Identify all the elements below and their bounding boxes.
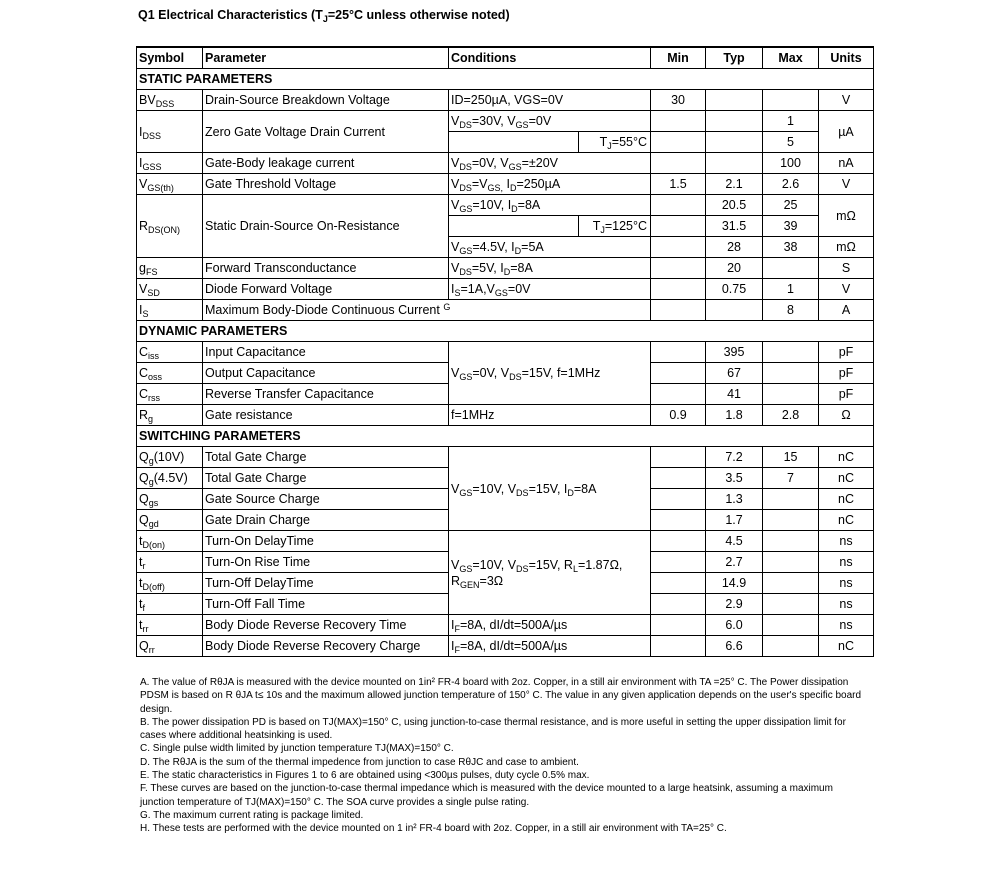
max-cell	[763, 489, 819, 510]
min-cell	[651, 342, 706, 363]
symbol-tdoff: $t_{D(off)}$	[137, 573, 203, 594]
parameter-cell: Maximum Body-Diode Continuous Current $^G$	[203, 300, 651, 321]
min-cell	[651, 258, 706, 279]
min-cell	[651, 468, 706, 489]
section-static: STATIC PARAMETERS	[137, 69, 874, 90]
note-b: B. The power dissipation PD is based on TJ(MAX)=150° C, using junction-to-case thermal resistance, and is more useful in setting the upper dissipation limit for cases where additional heatsinking is used.	[140, 716, 846, 742]
max-cell	[763, 636, 819, 657]
min-cell	[651, 363, 706, 384]
table-row	[137, 279, 874, 300]
symbol-is: $I_S$	[137, 300, 203, 321]
max-cell	[763, 510, 819, 531]
min-cell	[651, 195, 706, 216]
units-cell: nC	[819, 468, 874, 489]
conditions-cell: $I_F=8A$, dI/dt=500A/µs	[449, 636, 651, 657]
conditions-cell: $V_{GS}=0V$, $V_{DS}=15V$, f=1MHz	[449, 342, 651, 405]
conditions-cell: $V_{GS}=10V$, $V_{DS}=15V$, $I_D=8A$	[449, 447, 651, 531]
units-cell: V	[819, 279, 874, 300]
conditions-cell	[449, 216, 579, 237]
header-typ: Typ	[706, 47, 763, 69]
parameter-cell: Drain-Source Breakdown Voltage	[203, 90, 449, 111]
max-cell: 25	[763, 195, 819, 216]
units-cell: ns	[819, 615, 874, 636]
note-ref: G	[443, 302, 451, 312]
max-cell	[763, 531, 819, 552]
symbol-qgd: $Q_{gd}$	[137, 510, 203, 531]
conditions-cell: f=1MHz	[449, 405, 651, 426]
min-cell: 1.5	[651, 174, 706, 195]
units-cell: ns	[819, 531, 874, 552]
min-cell	[651, 489, 706, 510]
parameter-cell: Body Diode Reverse Recovery Time	[203, 615, 449, 636]
page-title: Q1 Electrical Characteristics ($T_J=25^\circ C$ unless otherwise noted)	[138, 8, 510, 24]
max-cell	[763, 573, 819, 594]
units-cell: pF	[819, 384, 874, 405]
min-cell	[651, 531, 706, 552]
units-cell: nC	[819, 447, 874, 468]
typ-cell: 2.9	[706, 594, 763, 615]
table-row	[137, 447, 874, 468]
max-cell	[763, 90, 819, 111]
symbol-coss: $C_{oss}$	[137, 363, 203, 384]
units-cell: pF	[819, 342, 874, 363]
parameter-cell: Gate Source Charge	[203, 489, 449, 510]
conditions-cell: $I_F=8A$, dI/dt=500A/µs	[449, 615, 651, 636]
typ-cell: 41	[706, 384, 763, 405]
min-cell	[651, 573, 706, 594]
min-cell	[651, 594, 706, 615]
typ-cell: 14.9	[706, 573, 763, 594]
units-cell: S	[819, 258, 874, 279]
units-cell: V	[819, 174, 874, 195]
typ-cell	[706, 111, 763, 132]
parameter-cell: Body Diode Reverse Recovery Charge	[203, 636, 449, 657]
units-cell: nC	[819, 489, 874, 510]
min-cell	[651, 111, 706, 132]
typ-cell: 20.5	[706, 195, 763, 216]
max-cell	[763, 342, 819, 363]
max-cell: 7	[763, 468, 819, 489]
symbol-bvdss: $BV_{DSS}$	[137, 90, 203, 111]
typ-cell: 395	[706, 342, 763, 363]
typ-cell	[706, 90, 763, 111]
parameter-cell: Static Drain-Source On-Resistance	[203, 195, 449, 258]
min-cell	[651, 132, 706, 153]
typ-cell: 20	[706, 258, 763, 279]
min-cell	[651, 216, 706, 237]
symbol-qrr: $Q_{rr}$	[137, 636, 203, 657]
typ-cell: 2.7	[706, 552, 763, 573]
max-cell	[763, 384, 819, 405]
conditions-cell: $V_{GS}=10V$, $V_{DS}=15V$, $R_L=1.87\Omega$, $R_{GEN}=3\Omega$	[449, 531, 651, 615]
note-c: C. Single pulse width limited by junction temperature TJ(MAX)=150° C.	[140, 743, 454, 755]
section-switching: SWITCHING PARAMETERS	[137, 426, 874, 447]
symbol-vsd: $V_{SD}$	[137, 279, 203, 300]
min-cell	[651, 615, 706, 636]
conditions-cell: $V_{GS}=4.5V$, $I_D=5A$	[449, 237, 651, 258]
parameter-cell: Output Capacitance	[203, 363, 449, 384]
min-cell	[651, 384, 706, 405]
parameter-cell: Gate resistance	[203, 405, 449, 426]
typ-cell: 31.5	[706, 216, 763, 237]
max-cell: 100	[763, 153, 819, 174]
max-cell: 5	[763, 132, 819, 153]
parameter-cell: Reverse Transfer Capacitance	[203, 384, 449, 405]
max-cell: 15	[763, 447, 819, 468]
conditions-cell: $V_{DS}=30V$, $V_{GS}=0V$	[449, 111, 651, 132]
parameter-cell: Total Gate Charge	[203, 447, 449, 468]
typ-cell: 1.3	[706, 489, 763, 510]
tj-condition: $T_J=55^\circ C$	[579, 132, 651, 153]
table-row	[137, 111, 874, 132]
typ-cell: 7.2	[706, 447, 763, 468]
parameter-cell: Input Capacitance	[203, 342, 449, 363]
units-cell: mΩ	[819, 195, 874, 237]
symbol-trr: $t_{rr}$	[137, 615, 203, 636]
conditions-cell	[449, 132, 579, 153]
table-row	[137, 90, 874, 111]
max-cell: 8	[763, 300, 819, 321]
table-row	[137, 636, 874, 657]
section-row	[137, 321, 874, 342]
typ-cell: 2.1	[706, 174, 763, 195]
symbol-idss: $I_{DSS}$	[137, 111, 203, 153]
symbol-vgsth: $V_{GS(th)}$	[137, 174, 203, 195]
max-cell: 38	[763, 237, 819, 258]
symbol-ciss: $C_{iss}$	[137, 342, 203, 363]
max-cell: 2.6	[763, 174, 819, 195]
min-cell	[651, 510, 706, 531]
header-conditions: Conditions	[449, 47, 651, 69]
section-row	[137, 426, 874, 447]
note-h: H. These tests are performed with the device mounted on 1 in² FR-4 board with 2oz. Copper, in a still air environment with TA=25° C.	[140, 823, 727, 835]
table-row	[137, 174, 874, 195]
units-cell: V	[819, 90, 874, 111]
max-cell	[763, 258, 819, 279]
units-cell: ns	[819, 552, 874, 573]
max-cell	[763, 552, 819, 573]
parameter-cell: Turn-On Rise Time	[203, 552, 449, 573]
note-d: D. The RθJA is the sum of the thermal impedence from junction to case RθJC and case to ambient.	[140, 756, 579, 768]
table-row	[137, 258, 874, 279]
parameter-cell: Forward Transconductance	[203, 258, 449, 279]
parameter-cell: Total Gate Charge	[203, 468, 449, 489]
parameter-cell: Gate-Body leakage current	[203, 153, 449, 174]
min-cell	[651, 552, 706, 573]
symbol-qg10: $Q_g(10V)$	[137, 447, 203, 468]
section-dynamic: DYNAMIC PARAMETERS	[137, 321, 874, 342]
table-row	[137, 405, 874, 426]
units-cell: ns	[819, 573, 874, 594]
table-row	[137, 195, 874, 216]
symbol-tr: $t_r$	[137, 552, 203, 573]
max-cell: 1	[763, 279, 819, 300]
units-cell: mΩ	[819, 237, 874, 258]
symbol-tf: $t_f$	[137, 594, 203, 615]
conditions-cell: $V_{DS}=5V$, $I_D=8A$	[449, 258, 651, 279]
table-header-row	[137, 47, 874, 69]
conditions-cell: $I_S=1A,V_{GS}=0V$	[449, 279, 651, 300]
table-row	[137, 342, 874, 363]
symbol-crss: $C_{rss}$	[137, 384, 203, 405]
conditions-cell: ID=250µA, VGS=0V	[449, 90, 651, 111]
table-row	[137, 531, 874, 552]
min-cell	[651, 279, 706, 300]
min-cell	[651, 237, 706, 258]
parameter-cell: Turn-Off DelayTime	[203, 573, 449, 594]
electrical-characteristics-table	[136, 46, 874, 657]
typ-cell	[706, 132, 763, 153]
symbol-tdon: $t_{D(on)}$	[137, 531, 203, 552]
parameter-cell: Turn-Off Fall Time	[203, 594, 449, 615]
typ-cell: 3.5	[706, 468, 763, 489]
units-cell: nC	[819, 510, 874, 531]
typ-cell: 4.5	[706, 531, 763, 552]
units-cell: ns	[819, 594, 874, 615]
typ-cell: 1.7	[706, 510, 763, 531]
parameter-cell: Gate Drain Charge	[203, 510, 449, 531]
min-cell	[651, 153, 706, 174]
symbol-qgs: $Q_{gs}$	[137, 489, 203, 510]
typ-cell	[706, 300, 763, 321]
min-cell	[651, 447, 706, 468]
section-row	[137, 69, 874, 90]
header-max: Max	[763, 47, 819, 69]
typ-cell: 1.8	[706, 405, 763, 426]
typ-cell	[706, 153, 763, 174]
tj-condition: $T_J=125^\circ C$	[579, 216, 651, 237]
min-cell: 0.9	[651, 405, 706, 426]
min-cell: 30	[651, 90, 706, 111]
footnotes	[140, 676, 870, 836]
parameter-cell: Diode Forward Voltage	[203, 279, 449, 300]
max-cell: 2.8	[763, 405, 819, 426]
note-f: F. These curves are based on the junction-to-case thermal impedance which is measured with the device mounted to a large heatsink, assuming a maximum junction temperature of TJ(MAX)=150° C. The SOA curve provides a single pulse rating.	[140, 783, 833, 808]
header-min: Min	[651, 47, 706, 69]
symbol-gfs: $g_{FS}$	[137, 258, 203, 279]
conditions-cell: $V_{GS}=10V$, $I_D=8A$	[449, 195, 651, 216]
symbol-igss: $I_{GSS}$	[137, 153, 203, 174]
max-cell: 39	[763, 216, 819, 237]
units-cell: A	[819, 300, 874, 321]
typ-cell: 0.75	[706, 279, 763, 300]
units-cell: nA	[819, 153, 874, 174]
units-cell: nC	[819, 636, 874, 657]
symbol-rg: $R_g$	[137, 405, 203, 426]
conditions-cell: $V_{DS}=0V$, $V_{GS}=\pm 20V$	[449, 153, 651, 174]
typ-cell: 67	[706, 363, 763, 384]
conditions-cell: $V_{DS}=V_{GS,}$ $I_D=250\mu A$	[449, 174, 651, 195]
note-e: E. The static characteristics in Figures 1 to 6 are obtained using <300µs pulses, duty cycle 0.5% max.	[140, 770, 590, 782]
units-cell: Ω	[819, 405, 874, 426]
symbol-rdson: $R_{DS(ON)}$	[137, 195, 203, 258]
max-cell: 1	[763, 111, 819, 132]
header-parameter: Parameter	[203, 47, 449, 69]
parameter-cell: Turn-On DelayTime	[203, 531, 449, 552]
max-cell	[763, 594, 819, 615]
parameter-cell: Zero Gate Voltage Drain Current	[203, 111, 449, 153]
min-cell	[651, 636, 706, 657]
parameter-cell: Gate Threshold Voltage	[203, 174, 449, 195]
table-row	[137, 615, 874, 636]
typ-cell: 28	[706, 237, 763, 258]
units-cell: µA	[819, 111, 874, 153]
max-cell	[763, 615, 819, 636]
header-units: Units	[819, 47, 874, 69]
table-row	[137, 300, 874, 321]
min-cell	[651, 300, 706, 321]
max-cell	[763, 363, 819, 384]
typ-cell: 6.6	[706, 636, 763, 657]
table-row	[137, 153, 874, 174]
typ-cell: 6.0	[706, 615, 763, 636]
note-g: G. The maximum current rating is package limited.	[140, 809, 364, 821]
header-symbol: Symbol	[137, 47, 203, 69]
note-a: A. The value of RθJA is measured with the device mounted on 1in² FR-4 board with 2oz. Copper, in a still air environment with TA =25° C. The Power dissipation PDSM is based on R θJA t≤ 10s and the maximum allowed junction temperature of 150° C. The value in any given application depends on the user's specific board design.	[140, 677, 862, 715]
units-cell: pF	[819, 363, 874, 384]
symbol-qg45: $Q_g(4.5V)$	[137, 468, 203, 489]
